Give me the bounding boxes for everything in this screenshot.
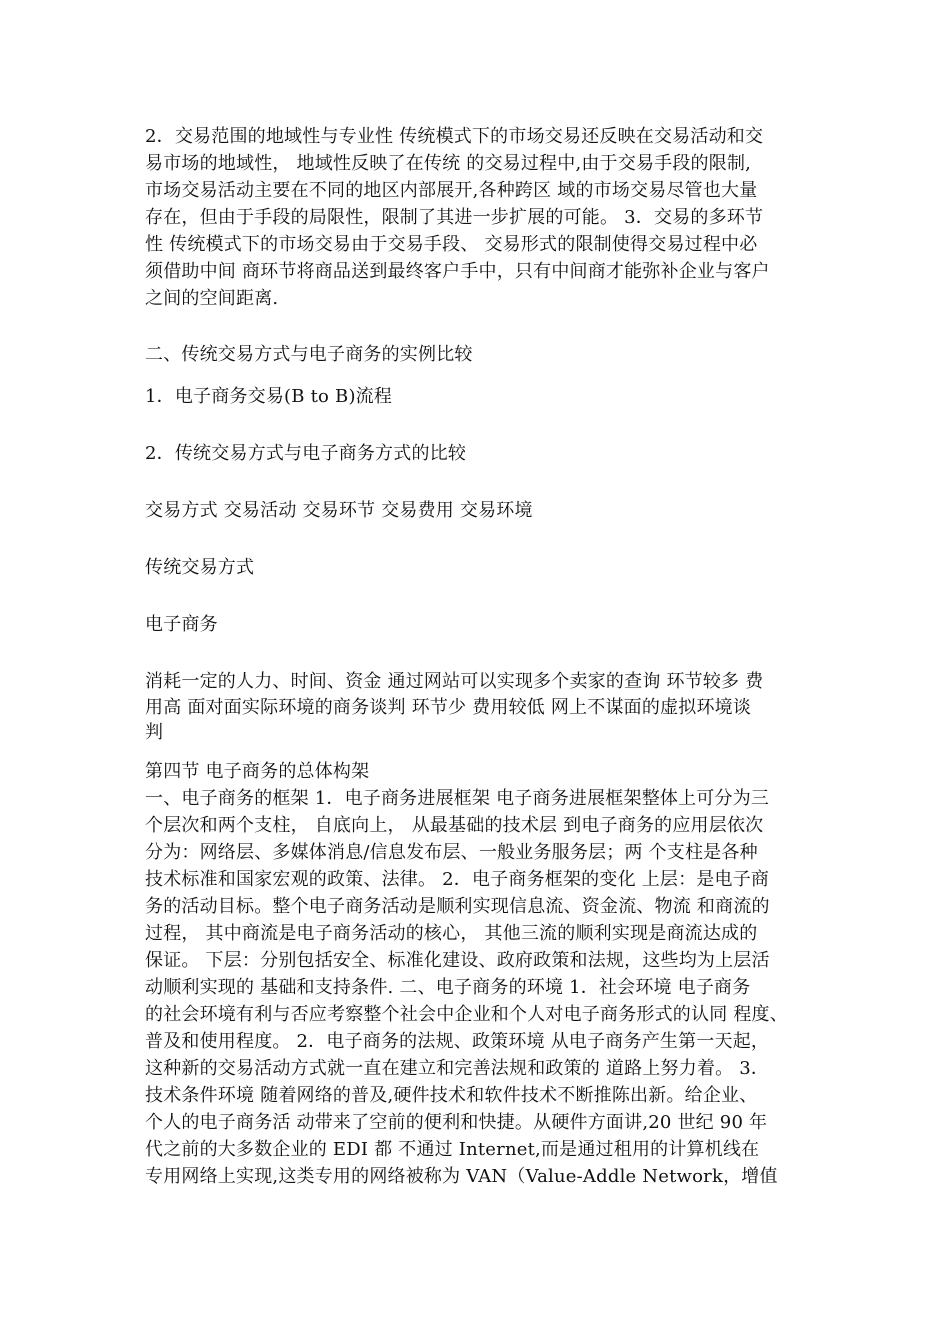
comparison-table-header <box>145 497 817 524</box>
item-text: 2．传统交易方式与电子商务方式的比较 <box>145 443 467 464</box>
section-heading <box>145 341 817 368</box>
row-label-traditional <box>145 554 817 581</box>
section-title: 第四节 电子商务的总体构架 <box>145 761 370 782</box>
text-line: 用高 面对面实际环境的商务谈判 环节少 费用较低 网上不谋面的虚拟环境谈 <box>145 697 752 718</box>
text-line: 一、电子商务的框架 1．电子商务进展框架 电子商务进展框架整体上可分为三 <box>145 788 770 809</box>
text-line: 市场交易活动主要在不同的地区内部展开,各种跨区 域的市场交易尽管也大量 <box>145 180 758 201</box>
text-line: 易市场的地域性， 地域性反映了在传统 的交易过程中,由于交易手段的限制, <box>145 153 752 174</box>
text-line: 存在，但由于手段的局限性，限制了其进一步扩展的可能。 3．交易的多环节 <box>145 207 764 228</box>
paragraph-framework <box>145 758 817 1190</box>
text-line: 的社会环境有利与否应考察整个社会中企业和个人对电子商务形式的认同 程度、 <box>145 1004 788 1025</box>
text-line: 保证。 下层：分别包括安全、标准化建设、政府政策和法规，这些均为上层活 <box>145 950 770 971</box>
text-line: 代之前的大多数企业的 EDI 都 不通过 Internet,而是通过租用的计算机线在 <box>145 1139 760 1160</box>
text-line: 判 <box>145 722 164 743</box>
text-line: 之间的空间距离. <box>145 288 279 309</box>
text-line: 技术条件环境 随着网络的普及,硬件技术和软件技术不断推陈出新。给企业、 <box>145 1085 758 1106</box>
text-line: 过程， 其中商流是电子商务活动的核心， 其他三流的顺利实现是商流达成的 <box>145 923 758 944</box>
item-b2b-flow <box>145 383 817 410</box>
text-line: 技术标准和国家宏观的政策、法律。 2．电子商务框架的变化 上层：是电子商 <box>145 869 770 890</box>
item-comparison <box>145 440 817 467</box>
text-line: 须借助中间 商环节将商品送到最终客户手中，只有中间商才能弥补企业与客户 <box>145 261 770 282</box>
paragraph-market-characteristics <box>145 123 817 312</box>
text-line: 普及和使用程度。 2．电子商务的法规、政策环境 从电子商务产生第一天起， <box>145 1031 770 1052</box>
text-line: 性 传统模式下的市场交易由于交易手段、 交易形式的限制使得交易过程中必 <box>145 234 758 255</box>
row-label: 传统交易方式 <box>145 557 255 578</box>
text-line: 务的活动目标。整个电子商务活动是顺利实现信息流、资金流、物流 和商流的 <box>145 896 770 917</box>
paragraph-comparison-details <box>145 668 817 745</box>
text-line: 分为：网络层、多媒体消息/信息发布层、一般业务服务层；两 个支柱是各种 <box>145 842 758 863</box>
text-line: 个层次和两个支柱， 自底向上， 从最基础的技术层 到电子商务的应用层依次 <box>145 815 764 836</box>
text-line: 动顺利实现的 基础和支持条件. 二、电子商务的环境 1．社会环境 电子商务 <box>145 977 751 998</box>
header-text: 交易方式 交易活动 交易环节 交易费用 交易环境 <box>145 500 533 521</box>
text-line: 这种新的交易活动方式就一直在建立和完善法规和政策的 道路上努力着。 3． <box>145 1058 770 1079</box>
text-line: 专用网络上实现,这类专用的网络被称为 VAN（Value-Addle Network，增值 <box>145 1166 778 1187</box>
heading-text: 二、传统交易方式与电子商务的实例比较 <box>145 344 473 365</box>
row-label: 电子商务 <box>145 614 218 635</box>
text-line: 消耗一定的人力、时间、资金 通过网站可以实现多个卖家的查询 环节较多 费 <box>145 671 764 692</box>
item-text: 1．电子商务交易(B to B)流程 <box>145 386 393 407</box>
row-label-ecommerce <box>145 611 817 638</box>
text-line: 个人的电子商务活 动带来了空前的便利和快捷。从硬件方面讲,20 世纪 90 年 <box>145 1112 768 1133</box>
text-line: 2．交易范围的地域性与专业性 传统模式下的市场交易还反映在交易活动和交 <box>145 126 764 147</box>
